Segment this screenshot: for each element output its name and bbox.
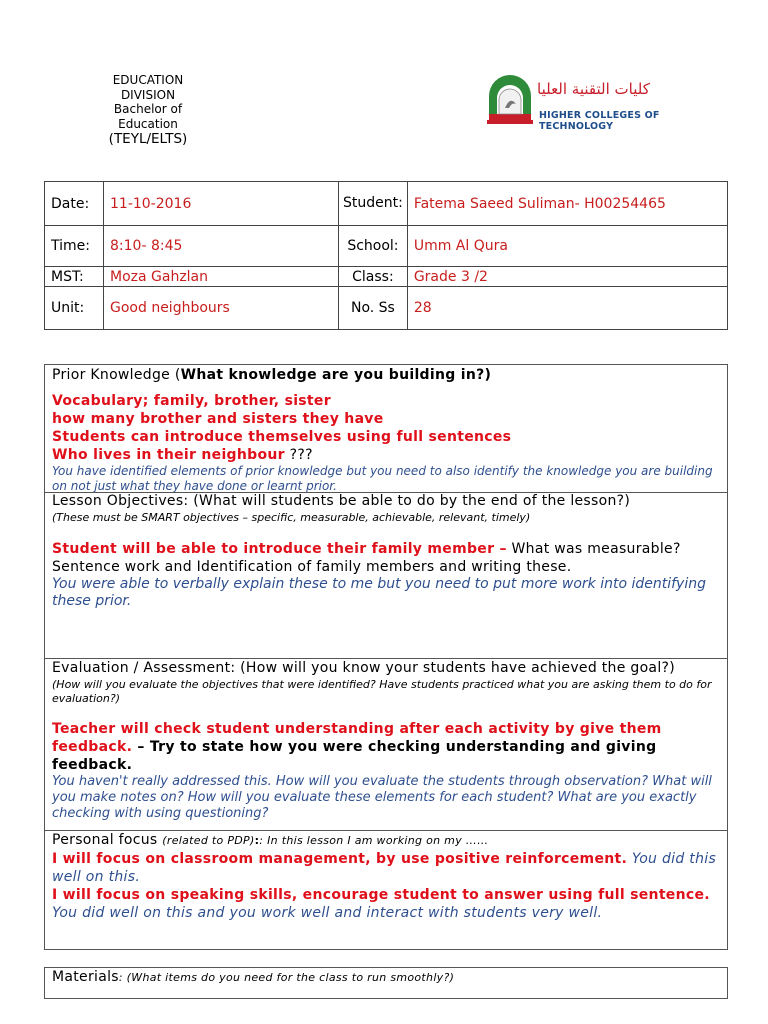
personal-focus-1 xyxy=(52,850,720,886)
objectives-feedback: You were able to verbally explain these to me but you need to put more work into identifying these prior. xyxy=(52,576,706,609)
prior-item: how many brother and sisters they have xyxy=(52,411,384,427)
focus-text: I will focus on speaking skills, encourage student to answer using full sentence. xyxy=(52,887,710,903)
personal-note-a: (related to PDP) xyxy=(162,834,255,847)
prior-knowledge-heading xyxy=(52,366,720,384)
student-value: Fatema Saeed Suliman- H00254465 xyxy=(407,182,727,226)
personal-focus-2 xyxy=(52,886,720,922)
prior-item: Students can introduce themselves using full sentences xyxy=(52,429,512,445)
prior-feedback: You have identified elements of prior knowledge but you need to also identify the knowledge you are building on not just what they have done or learnt prior. xyxy=(52,464,713,493)
division-line: EDUCATION xyxy=(112,73,184,87)
date-value: 11-10-2016 xyxy=(104,182,339,226)
personal-heading-text: Personal focus xyxy=(52,832,163,848)
date-label: Date: xyxy=(45,182,104,226)
evaluation-text: Teacher will check student understanding after each activity by give them feedback. xyxy=(52,721,662,755)
prior-heading-a: Prior Knowledge ( xyxy=(52,367,181,383)
prior-question-marks: ??? xyxy=(284,447,313,463)
objectives-note: (These must be SMART objectives – specific, measurable, achievable, relevant, timely) xyxy=(52,511,531,524)
time-label: Time: xyxy=(45,226,104,267)
division-line: Education xyxy=(118,116,178,131)
unit-value: Good neighbours xyxy=(104,287,339,330)
lesson-plan-box xyxy=(44,364,728,950)
lesson-info-table xyxy=(44,181,728,330)
objective-text: Student will be able to introduce their family member – xyxy=(52,541,507,557)
division-line: Bachelor of xyxy=(113,102,183,116)
objective-comment: What was measurable? Sentence work and Identification of family members and writing these. xyxy=(52,541,681,575)
personal-focus-heading xyxy=(52,831,720,850)
evaluation-heading: Evaluation / Assessment: (How will you know your students have achieved the goal?) xyxy=(52,660,675,676)
students-count-label: No. Ss xyxy=(339,287,408,330)
division-title xyxy=(90,73,206,147)
focus-feedback: You did well on this and you work well and interact with students very well. xyxy=(52,905,603,921)
table-row xyxy=(45,182,728,226)
prior-knowledge-section xyxy=(45,366,727,494)
program-name: (TEYL/ELTS) xyxy=(108,131,188,147)
class-value: Grade 3 /2 xyxy=(407,267,727,287)
evaluation-comment: – Try to state how you were checking understanding and giving feedback. xyxy=(52,739,657,773)
evaluation-statement xyxy=(52,720,720,774)
focus-text: I will focus on classroom management, by use positive reinforcement. xyxy=(52,851,628,867)
materials-box xyxy=(44,967,728,999)
table-row xyxy=(45,287,728,330)
objectives-heading: Lesson Objectives: (What will students be able to do by the end of the lesson?) xyxy=(52,493,631,509)
time-value: 8:10- 8:45 xyxy=(104,226,339,267)
personal-note-colon: : xyxy=(254,834,260,847)
evaluation-note: (How will you evaluate the objectives that were identified? Have students practiced what you are asking them to do for evaluation?) xyxy=(52,678,712,705)
prior-last-item xyxy=(52,446,720,464)
personal-note-b: : In this lesson I am working on my …… xyxy=(259,834,489,847)
prior-heading-b: What knowledge are you building in?) xyxy=(180,367,492,383)
materials-heading xyxy=(52,968,720,986)
student-label: Student: xyxy=(339,182,408,226)
evaluation-feedback: You haven't really addressed this. How will you evaluate the students through observation? What will you make notes on? How will you evaluate these elements for each student? What are you exactly checking with using questioning? xyxy=(52,774,712,821)
class-label: Class: xyxy=(339,267,408,287)
logo-emblem-icon xyxy=(485,74,535,126)
personal-focus-section xyxy=(45,831,727,922)
objective-statement xyxy=(52,540,720,576)
school-label: School: xyxy=(339,226,408,267)
logo-arabic-text: كليات التقنية العليا xyxy=(537,80,650,98)
materials-note: : (What items do you need for the class to run smoothly?) xyxy=(118,971,455,984)
school-value: Umm Al Qura xyxy=(407,226,727,267)
division-line: DIVISION xyxy=(120,87,176,102)
students-count-value: 28 xyxy=(407,287,727,330)
objectives-section xyxy=(45,492,727,610)
logo-english-text: HIGHER COLLEGES OF TECHNOLOGY xyxy=(539,110,660,132)
hct-logo xyxy=(485,74,725,132)
mst-label: MST: xyxy=(45,267,104,287)
mst-value: Moza Gahzlan xyxy=(104,267,339,287)
table-row xyxy=(45,226,728,267)
evaluation-section xyxy=(45,659,727,822)
table-row xyxy=(45,267,728,287)
materials-title: Materials xyxy=(52,969,119,985)
unit-label: Unit: xyxy=(45,287,104,330)
prior-item: Vocabulary; family, brother, sister xyxy=(52,393,331,409)
prior-item: Who lives in their neighbour xyxy=(52,447,285,463)
focus-feedback: You did this well on this. xyxy=(52,851,717,885)
